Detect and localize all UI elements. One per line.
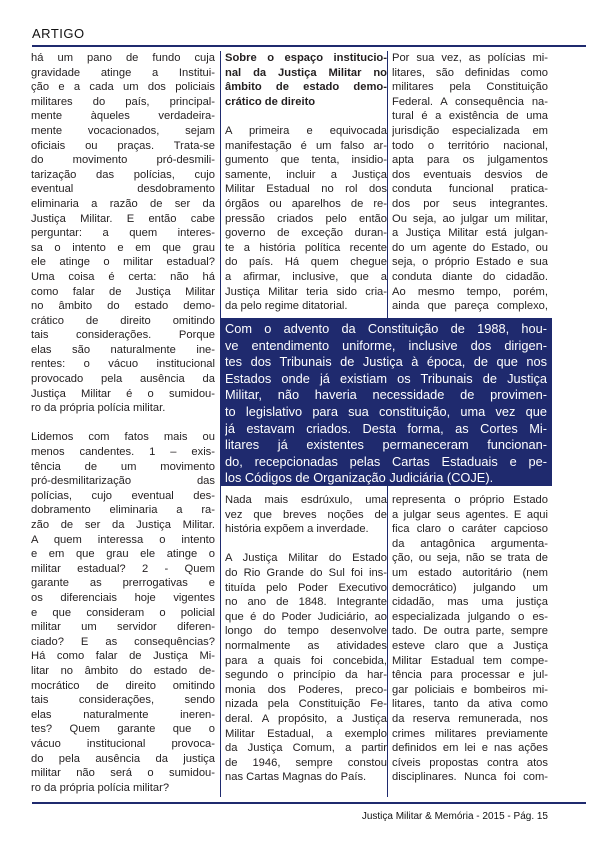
- text-line: Ao mesmo tempo, porém,: [392, 285, 548, 298]
- text-line: Justiça Militar teria sido cria-: [225, 285, 387, 298]
- text-line: da reserva remunerada, nos: [392, 712, 548, 725]
- pull-quote-line: já estavam criados. Desta forma, as Cortes Mi-: [225, 420, 547, 436]
- section-heading-line: nal da Justiça Militar no: [225, 66, 387, 79]
- text-line: te a história política recente: [225, 241, 387, 254]
- text-line: rentes: o vácuo institucional: [31, 358, 215, 371]
- text-line: ção, ou seja, não se trata de: [392, 552, 548, 565]
- text-line: segundo o princípio da har-: [225, 669, 387, 682]
- text-line: do pela ausência da justiça: [31, 752, 215, 765]
- text-line: ro da própria polícia militar?: [31, 781, 170, 794]
- pull-quote-line: litares já existentes permaneceram funcionan-: [225, 437, 547, 453]
- text-line: do um agente do Estado, ou: [392, 241, 548, 254]
- text-line: vez que breves noções de: [225, 508, 387, 521]
- text-line: dos eventuais desvios de: [392, 168, 548, 181]
- text-line: conduta funcional pratica-: [392, 183, 548, 196]
- text-line: órgãos ou aparelhos de re-: [225, 197, 387, 210]
- text-line: nizada pela Constituição Fe-: [225, 698, 387, 711]
- text-line: monia dos Poderes, preco-: [225, 683, 387, 696]
- text-line: ro da própria polícia militar.: [31, 402, 166, 415]
- text-line: tais considerações, sendo: [31, 694, 215, 707]
- text-line: nas Cartas Magnas do País.: [225, 771, 367, 784]
- pull-quote-line: tes dos Tribunais de Justiça à época, de que nos: [225, 354, 547, 370]
- section-heading-line: crático de direito: [225, 95, 316, 108]
- text-line: longo do tempo desenvolve: [225, 625, 387, 638]
- text-line: tes? Quem garante que o: [31, 723, 215, 736]
- text-line: disciplinares. Nunca foi com-: [392, 771, 548, 784]
- text-line: Ou seja, ao julgar um militar,: [392, 212, 548, 225]
- text-line: para a quais foi concebida,: [225, 654, 387, 667]
- text-line: militar um servidor diferen-: [31, 621, 215, 634]
- text-line: litar no âmbito do estado de-: [31, 664, 215, 677]
- text-line: do movimento pró-desmili-: [31, 154, 215, 167]
- text-line: um estado autoritário (nem: [392, 566, 548, 579]
- text-line: mocrático de direito omitindo: [31, 679, 215, 692]
- text-line: militares pela Constituição: [392, 81, 548, 94]
- text-line: litares, são definidas como: [392, 66, 548, 79]
- article-column-left: [31, 51, 215, 795]
- article-column-middle-top: [225, 51, 387, 314]
- text-line: pressão criados pelo então: [225, 212, 387, 225]
- text-line: do país. Há quem chegue: [225, 256, 387, 269]
- text-line: zão de ser da Justiça Militar.: [31, 519, 215, 531]
- header-rule: [32, 45, 586, 47]
- pull-quote-line: do, recepcionadas pelas Cartas Estaduais e pe-: [225, 453, 547, 469]
- text-line: da antagônica argumenta-: [392, 537, 548, 550]
- text-line: dos por seus integrantes.: [392, 197, 548, 210]
- text-line: a julgar seus agentes. E aqui: [392, 508, 548, 521]
- text-line: a Justiça Militar está julgan-: [392, 227, 548, 240]
- text-line: A Justiça Militar do Estado: [225, 552, 387, 565]
- text-line: eliminaria a razão de ser da: [31, 197, 215, 210]
- article-column-right-bottom: [392, 493, 548, 785]
- text-line: crimes militares previamente: [392, 727, 548, 740]
- pull-quote-line: Com o advento da Constituição de 1988, hou-: [225, 321, 547, 336]
- text-line: sa o intento e em que grau: [31, 241, 215, 254]
- text-line: e que consideram o policial: [31, 606, 215, 619]
- text-line: vácuo institucional provoca-: [31, 737, 215, 750]
- pull-quote-line: Militar, não haveria necessidade de provimen-: [225, 387, 547, 403]
- pull-quote-line: ve entendimento uniforme, inclusive dos dirigen-: [225, 337, 547, 353]
- text-line: todo o território nacional,: [392, 139, 548, 152]
- text-line: mente vocacionados, sejam: [31, 124, 215, 137]
- text-line: elas naturalmente ineren-: [31, 708, 215, 721]
- section-heading-line: Sobre o espaço institucio-: [225, 52, 387, 64]
- pull-quote-box: [220, 318, 552, 486]
- text-line: os diferenciais hoje vigentes: [31, 591, 215, 604]
- text-line: menos candentes. 1 – exis-: [31, 446, 215, 459]
- article-column-right-top: [392, 51, 548, 314]
- text-line: A primeira e equivocada: [225, 124, 387, 137]
- text-line: crático de direito omitindo: [31, 314, 215, 327]
- paragraph-gap: [31, 416, 215, 431]
- text-line: Militar Estadual no rol dos: [225, 183, 387, 196]
- text-line: Militar Estadual tem compe-: [392, 654, 548, 667]
- text-line: Por sua vez, as polícias mi-: [392, 52, 548, 64]
- text-line: da Justiça Comum, a partir: [225, 742, 387, 755]
- text-line: oficiais ou praças. Trata-se: [31, 139, 215, 152]
- text-line: do Rio Grande do Sul foi ins-: [225, 566, 387, 579]
- text-line: manifestação é um falso ar-: [225, 139, 387, 152]
- text-line: da pelo regime ditatorial.: [225, 300, 348, 313]
- text-line: há um pano de fundo cuja: [31, 52, 215, 64]
- text-line: Federal. A consequência na-: [392, 95, 548, 108]
- text-line: seja, o próprio Estado e sua: [392, 256, 548, 269]
- text-line: jurisdição especializada em: [392, 124, 548, 137]
- text-line: garante as prerrogativas e: [31, 577, 215, 590]
- page-footer: Justiça Militar & Memória - 2015 - Pág. 15: [361, 811, 548, 822]
- text-line: gumento que tenta, insidio-: [225, 154, 387, 167]
- text-line: A quem interessa o intento: [31, 533, 215, 546]
- text-line: deral. A propósito, a Justiça: [225, 712, 387, 725]
- text-line: ciado? E as consequências?: [31, 635, 215, 648]
- text-line: a afirmar, inclusive, que a: [225, 270, 387, 283]
- text-line: conduta diante do cidadão.: [392, 270, 548, 283]
- text-line: ção e a cada um dos policiais: [31, 81, 215, 94]
- article-column-middle-bottom: [225, 493, 387, 785]
- text-line: ainda que pareça complexo,: [392, 300, 548, 313]
- text-line: cidadão, mas uma justiça: [392, 596, 548, 609]
- text-line: no ano de 1848. Integrante: [225, 596, 387, 609]
- text-line: governo de exceção duran-: [225, 227, 387, 240]
- text-line: que é do Poder Judiciário, ao: [225, 610, 387, 623]
- pull-quote-line: Estados onde já existiam os Tribunais de Justiça: [225, 370, 547, 386]
- text-line: tituída pelo Poder Executivo: [225, 581, 387, 594]
- footer-rule: [32, 802, 586, 804]
- section-heading-line: âmbito de estado demo-: [225, 81, 387, 94]
- text-line: samente, incluir a Justiça: [225, 168, 387, 181]
- text-line: Justiça Militar é o sumidou-: [31, 387, 215, 400]
- text-line: ele atinge o militar estadual?: [31, 256, 215, 269]
- text-line: Justiça Militar. E então cabe: [31, 212, 215, 225]
- text-line: no âmbito do estado demo-: [31, 300, 215, 313]
- text-line: provocado pela ausência da: [31, 373, 215, 386]
- text-line: especializada julgando o es-: [392, 610, 548, 623]
- text-line: militar estadual? 2 - Quem: [31, 562, 215, 575]
- text-line: Há como falar de Justiça Mi-: [31, 650, 215, 663]
- text-line: mente àqueles verdadeira-: [31, 110, 215, 123]
- text-line: militar não será o sumidou-: [31, 767, 215, 780]
- text-line: fica claro o caráter capcioso: [392, 523, 548, 536]
- text-line: tural é a existência de uma: [392, 110, 548, 123]
- text-line: litares, tanto da ativa como: [392, 698, 548, 711]
- text-line: tarização das polícias, cujo: [31, 168, 215, 181]
- text-line: e em que grau ele atinge o: [31, 548, 215, 561]
- text-line: história expõem a inverdade.: [225, 523, 369, 536]
- text-line: eventual desdobramento: [31, 183, 215, 196]
- text-line: de 1946, sempre constou: [225, 756, 387, 769]
- pull-quote-line: los Códigos de Organização Judiciária (COJE).: [225, 470, 494, 486]
- text-line: gar policiais e bombeiros mi-: [392, 683, 548, 696]
- text-line: Lidemos com fatos mais ou: [31, 431, 215, 444]
- paragraph-gap: [225, 537, 387, 552]
- text-line: elas são naturalmente ine-: [31, 343, 215, 356]
- text-line: cíveis propostas contra atos: [392, 756, 548, 769]
- text-line: gravidade atinge a Institui-: [31, 66, 215, 79]
- text-line: esteve claro que a Justiça: [392, 639, 548, 652]
- text-line: como falar de Justiça Militar: [31, 285, 215, 298]
- text-line: normalmente as atividades: [225, 639, 387, 652]
- text-line: democrático) julgando um: [392, 581, 548, 594]
- section-label: ARTIGO: [32, 26, 85, 41]
- text-line: tado. De outra parte, sempre: [392, 625, 548, 638]
- pull-quote-line: to legislativo para sua constituição, uma vez que: [225, 403, 547, 419]
- text-line: Militar Estadual, a exemplo: [225, 727, 387, 740]
- text-line: Uma coisa é certa: não há: [31, 270, 215, 283]
- text-line: tência para processar e jul-: [392, 669, 548, 682]
- text-line: tais considerações. Porque: [31, 329, 215, 342]
- text-line: militares do país, principal-: [31, 95, 215, 108]
- text-line: apta para os julgamentos: [392, 154, 548, 167]
- text-line: pró-desmilitarização das: [31, 475, 215, 488]
- text-line: dobramento eliminaria a ra-: [31, 504, 215, 517]
- text-line: Nada mais esdrúxulo, uma: [225, 494, 387, 506]
- text-line: perguntar: a quem interes-: [31, 227, 215, 240]
- text-line: tência de um movimento: [31, 460, 215, 473]
- text-line: representa o próprio Estado: [392, 494, 548, 506]
- text-line: definidos em lei e nas ações: [392, 742, 548, 755]
- text-line: polícias, cujo eventual des-: [31, 489, 215, 502]
